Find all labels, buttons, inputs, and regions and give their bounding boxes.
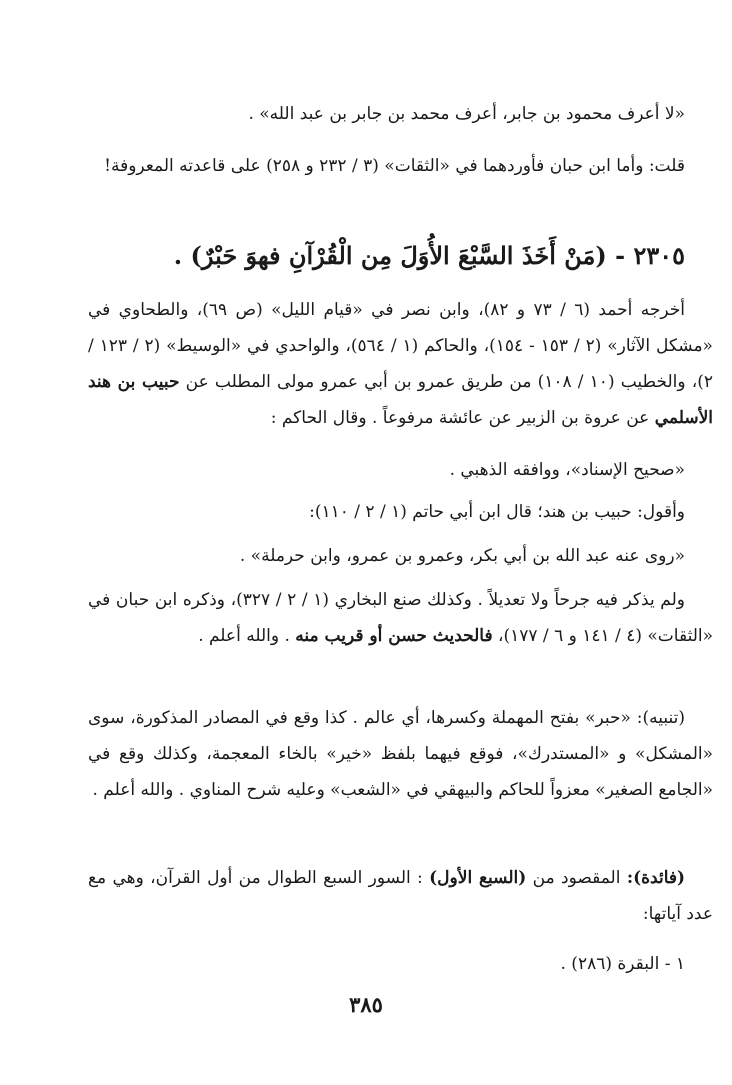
hakim-quote: «صحيح الإسناد»، ووافقه الذهبي . bbox=[449, 460, 685, 480]
benefit-text-end: : السور السبع الطوال من أول القرآن، وهي مع عدد آياتها: bbox=[88, 868, 713, 924]
quote-paragraph: «لا أعرف محمود بن جابر، أعرف محمد بن جابر بن عبد الله» . bbox=[248, 104, 685, 124]
book-page bbox=[88, 88, 713, 1048]
author-remark-paragraph: قلت: وأما ابن حبان فأوردهما في «الثقات» (٣ / ٢٣٢ و ٢٥٨) على قاعدته المعروفة! bbox=[104, 156, 685, 176]
takhrij-paragraph bbox=[88, 292, 713, 436]
benefit-paragraph bbox=[88, 860, 713, 932]
hadith-heading: ٢٣٠٥ - (مَنْ أَخَذَ السَّبْعَ الأُوَلَ مِن الْقُرْآنِ فهوَ حَبْرٌ) . bbox=[173, 241, 685, 270]
verdict-paragraph bbox=[88, 582, 713, 654]
takhrij-text-end: عن عروة بن الزبير عن عائشة مرفوعاً . وقال الحاكم : bbox=[270, 408, 650, 428]
author-comment: وأقول: حبيب بن هند؛ قال ابن أبي حاتم (١ / ٢ / ١١٠): bbox=[309, 502, 685, 522]
benefit-text: المقصود من bbox=[532, 868, 621, 888]
verdict-text: ولم يذكر فيه جرحاً ولا تعديلاً . وكذلك صنع البخاري (١ / ٢ / ٣٢٧)، وذكره ابن حبان في «الثقات» (٤ / ١٤١ و ٦ / ١٧٧)، bbox=[88, 590, 713, 646]
note-paragraph: (تنبيه): «حبر» بفتح المهملة وكسرها، أي عالم . كذا وقع في المصادر المذكورة، سوى «المشكل» و «المستدرك»، فوقع فيهما بلفظ «خير» بالخاء المعجمة، وكذلك وقع في «الجامع الصغير» معزواً للحاكم والبيهقي في «الشعب» وعليه شرح المناوي . والله أعلم . bbox=[88, 708, 713, 800]
verdict-grade: فالحديث حسن أو قريب منه bbox=[295, 626, 493, 646]
list-item: ١ - البقرة (٢٨٦) . bbox=[560, 954, 685, 974]
abi-hatim-quote: «روى عنه عبد الله بن أبي بكر، وعمرو بن عمرو، وابن حرملة» . bbox=[239, 546, 685, 566]
benefit-term: (السبع الأول) bbox=[429, 868, 527, 888]
narrator-name: حبيب بن هند الأسلمي bbox=[88, 372, 713, 428]
page-number: ٣٨٥ bbox=[349, 992, 383, 1017]
benefit-label: (فائدة): bbox=[626, 868, 686, 888]
verdict-closing: . والله أعلم . bbox=[198, 626, 290, 646]
takhrij-text: أخرجه أحمد (٦ / ٧٣ و ٨٢)، وابن نصر في «قيام الليل» (ص ٦٩)، والطحاوي في «مشكل الآثار» (٢ / ١٥٣ - ١٥٤)، والحاكم (١ / ٥٦٤)، والواحدي في «الوسيط» (٢ / ١٢٣ / ٢)، والخطيب (١٠ / ١٠٨) من طريق عمرو بن أبي عمرو مولى المطلب عن bbox=[88, 300, 713, 392]
